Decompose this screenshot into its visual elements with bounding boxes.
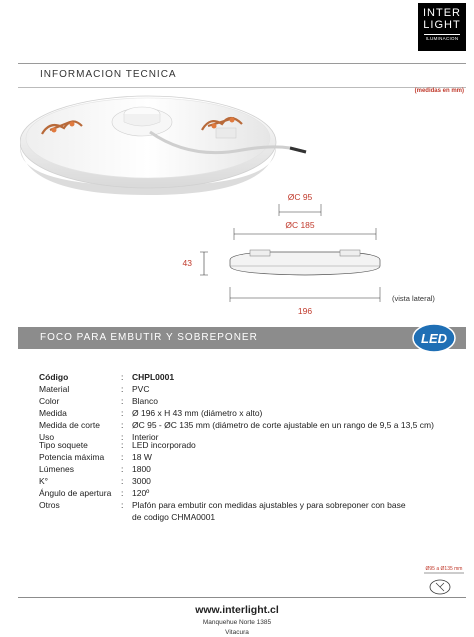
spec-value: Interior <box>132 432 159 442</box>
spec-value: CHPL0001 <box>132 372 175 382</box>
spec-value: de codigo CHMA0001 <box>132 512 216 522</box>
footer-divider <box>18 597 466 598</box>
view-label: (vista lateral) <box>392 294 435 303</box>
spec-value: 3000 <box>132 476 151 486</box>
spec-label: Material <box>39 384 70 394</box>
led-badge-icon <box>412 323 456 353</box>
cut-max-label: ØC 185 <box>285 220 315 230</box>
diameter-label: 196 <box>297 306 313 316</box>
spec-value: Plafón para embutir con medidas ajustables y para sobreponer con base <box>132 500 406 510</box>
spec-label: Uso <box>39 432 55 442</box>
spec-value: 18 W <box>132 452 152 462</box>
logo-line1: INTER <box>423 7 461 19</box>
top-divider <box>18 63 466 64</box>
cut-icon-label: Ø95 a Ø135 mm <box>425 566 463 572</box>
spec-value: 120º <box>132 488 150 498</box>
brand-logo <box>418 3 466 51</box>
height-label: 43 <box>182 258 192 268</box>
section-divider <box>18 87 466 88</box>
spec-label: Lúmenes <box>39 464 74 474</box>
cut-min-label: ØC 95 <box>287 192 313 202</box>
spec-label: Color <box>39 396 60 406</box>
website-link[interactable]: www.interlight.cl <box>195 604 279 616</box>
dimension-drawing <box>170 180 470 325</box>
cut-hole-icon <box>418 563 470 599</box>
spec-label: Potencia máxima <box>39 452 105 462</box>
spec-label: Medida <box>39 408 67 418</box>
led-badge-text: LED <box>421 331 447 346</box>
product-title: FOCO PARA EMBUTIR Y SOBREPONER <box>40 332 258 343</box>
spec-label: Código <box>39 372 69 382</box>
spec-label: Medida de corte <box>39 420 100 430</box>
spec-value: Ø 196 x H 43 mm (diámetro x alto) <box>132 408 263 418</box>
spec-value: LED incorporado <box>132 440 196 450</box>
spec-label: Tipo soquete <box>39 440 88 450</box>
product-banner <box>18 327 466 349</box>
address-text: Manquehue Norte 1385 <box>202 619 272 626</box>
logo-tagline: ILUMINACION <box>425 36 459 41</box>
spec-value: Blanco <box>132 396 158 406</box>
section-title: INFORMACION TECNICA <box>40 69 177 80</box>
city-text: Vitacura <box>225 629 249 636</box>
spec-value: 1800 <box>132 464 151 474</box>
spec-label: Otros <box>39 500 60 510</box>
spec-value: ØC 95 - ØC 135 mm (diámetro de corte ajustable en un rango de 9,5 a 13,5 cm) <box>132 420 434 430</box>
spec-value: PVC <box>132 384 150 394</box>
spec-label: K° <box>39 476 49 486</box>
spec-label: Ángulo de apertura <box>39 488 112 498</box>
measures-note: (medidas en mm) <box>414 88 464 94</box>
logo-line2: LIGHT <box>423 19 461 31</box>
